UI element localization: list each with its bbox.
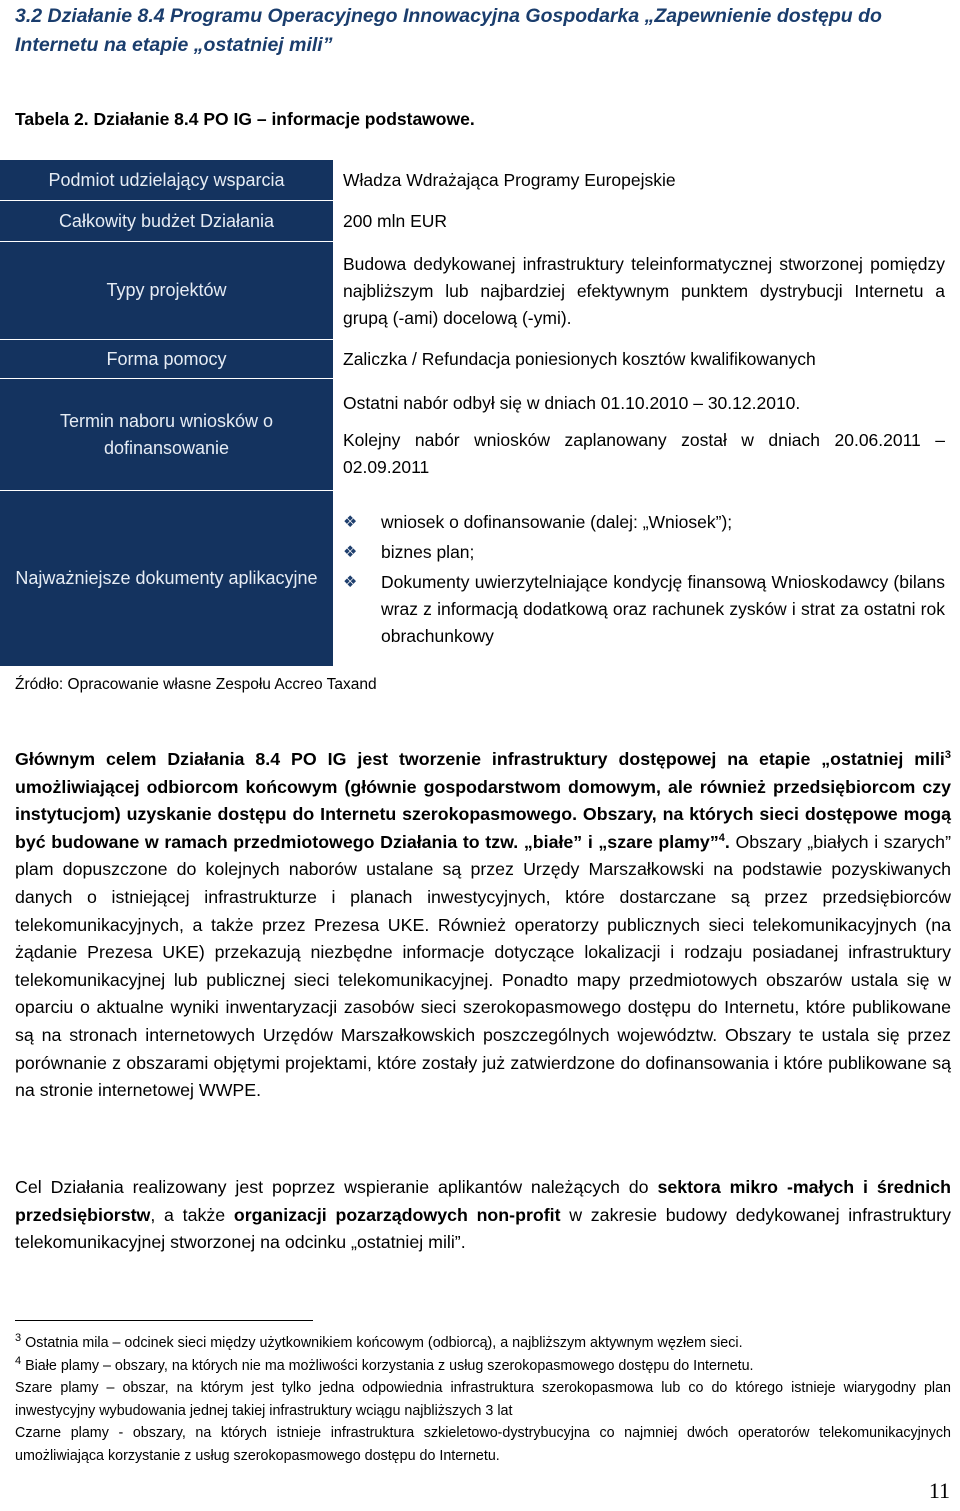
row-value-termin — [333, 379, 960, 491]
row-label-forma: Forma pomocy — [0, 340, 333, 379]
table-caption: Tabela 2. Działanie 8.4 PO IG – informacje podstawowe. — [15, 109, 475, 129]
footnote-number: 3 — [15, 1332, 22, 1345]
list-item-text: biznes plan; — [381, 541, 475, 562]
row-value-text: Zaliczka / Refundacja poniesionych kosztów kwalifikowanych — [343, 349, 816, 369]
row-value-typy — [333, 242, 960, 340]
footnotes — [15, 1332, 951, 1468]
termin-line-1: Ostatni nabór odbył się w dniach 01.10.2010 – 30.12.2010. — [343, 392, 801, 413]
page-number: 11 — [928, 1478, 950, 1503]
row-label-budzet: Całkowity budżet Działania — [0, 201, 333, 242]
table-row — [0, 340, 960, 379]
table-row — [0, 491, 960, 667]
paragraph-regular-part: w zakresie budowy dedykowanej infrastruktury telekomunikacyjnej stworzonej na odcinku „ostatniej mili”. — [15, 1204, 951, 1253]
footnote-szare-plamy: Szare plamy – obszar, na którym jest tylko jedna odpowiednia infrastruktura szerokopasmowa lub co do którego istnieje wiarygodny plan inwestycyjny wybudowania jednej takiej infrastruktury wciągu najbliższych 3 lat — [15, 1380, 951, 1419]
footnote-text: Ostatnia mila – odcinek sieci między użytkownikiem końcowym (odbiorcą), a najbliższym aktywnym węzłem sieci. — [21, 1335, 743, 1351]
row-label-dokumenty: Najważniejsze dokumenty aplikacyjne — [0, 491, 333, 667]
paragraph-regular-part: Cel Działania realizowany jest poprzez wspieranie aplikantów należących do — [15, 1177, 658, 1197]
footnote-4 — [15, 1355, 951, 1378]
section-heading: 3.2 Działanie 8.4 Programu Operacyjnego Innowacyjna Gospodarka „Zapewnienie dostępu do Internetu na etapie „ostatniej mili” — [15, 5, 882, 56]
row-value-text: Władza Wdrażająca Programy Europejskie — [343, 170, 676, 190]
termin-line-2: Kolejny nabór wniosków zaplanowany został w dniach 20.06.2011 – 02.09.2011 — [343, 429, 945, 477]
row-label-podmiot: Podmiot udzielający wsparcia — [0, 160, 333, 201]
list-item-text: Dokumenty uwierzytelniające kondycję finansową Wnioskodawcy (bilans wraz z informacją dodatkową oraz rachunek zysków i strat za ostatni rok obrachunkowy — [381, 571, 945, 646]
paragraph-bold-part: sektora mikro -małych i średnich przedsiębiorstw — [15, 1177, 951, 1225]
diamond-bullet-icon: ❖ — [343, 543, 358, 561]
row-value-podmiot — [333, 160, 960, 201]
footnote-ref-4: 4 — [718, 831, 725, 844]
row-value-forma — [333, 340, 960, 379]
source-note: Źródło: Opracowanie własne Zespołu Accreo Taxand — [15, 676, 377, 693]
diamond-bullet-icon: ❖ — [343, 573, 358, 591]
info-table — [0, 160, 960, 667]
row-value-budzet — [333, 201, 960, 242]
paragraph-bold-part: organizacji pozarządowych non-profit — [233, 1204, 561, 1225]
footnote-ref-3: 3 — [944, 749, 951, 762]
list-item — [343, 509, 945, 536]
list-item — [343, 569, 945, 650]
list-item — [343, 539, 945, 566]
paragraph-target-groups — [15, 1174, 951, 1257]
table-row — [0, 379, 960, 491]
table-row — [0, 201, 960, 242]
footnote-3 — [15, 1332, 951, 1355]
diamond-bullet-icon: ❖ — [343, 513, 358, 531]
documents-list — [343, 506, 945, 653]
list-item-text: wniosek o dofinansowanie (dalej: „Wniosek”); — [381, 511, 733, 532]
row-value-text: 200 mln EUR — [343, 211, 448, 231]
paragraph-main-goal — [15, 746, 951, 1105]
row-value-text: Budowa dedykowanej infrastruktury teleinformatycznej stworzonej pomiędzy najbliższym lub najbardziej efektywnym punktem dystrybucji Internetu a grupą (-ami) docelową (-ymi). — [343, 253, 945, 328]
footnote-text: Białe plamy – obszary, na których nie ma możliwości korzystania z usług szerokopasmowego dostępu do Internetu. — [21, 1357, 754, 1374]
row-value-dokumenty — [333, 491, 960, 667]
paragraph-bold-part: Głównym celem Działania 8.4 PO IG jest tworzenie infrastruktury dostępowej na etapie „ostatniej mili — [15, 749, 945, 769]
row-label-termin: Termin naboru wniosków o dofinansowanie — [0, 379, 333, 491]
paragraph-regular-part: , a także — [150, 1204, 234, 1225]
paragraph-bold-part: . — [724, 831, 730, 852]
row-label-typy: Typy projektów — [0, 242, 333, 340]
footnote-number: 4 — [15, 1354, 22, 1367]
footnote-czarne-plamy: Czarne plamy - obszary, na których istnieje infrastruktura szkieletowo-dystrybucyjna co najmniej dwóch operatorów telekomunikacyjnych umożliwiająca korzystanie z usług szerokopasmowego dostępu do Internetu. — [15, 1425, 951, 1464]
table-row — [0, 160, 960, 201]
table-row — [0, 242, 960, 340]
paragraph-regular-part: Obszary „białych i szarych” plam dopuszczone do kolejnych naborów ustalane są przez Urzędy Marszałkowski na podstawie pozyskiwanych danych o istniejącej infrastrukturze i planach inwestycyjnych, które dostarczane są przez przedsiębiorców telekomunikacyjnych, a także przez Prezesa UKE. Również operatorzy publicznych sieci telekomunikacyjnych (na żądanie Prezesa UKE) przekazują niezbędne informacje dotyczące lokalizacji i rodzaju posiadanej infrastruktury telekomunikacyjnej lub publicznej sieci telekomunikacyjnej. Ponadto mapy przedmiotowych obszarów ustala się w oparciu o aktualne wyniki inwentaryzacji zasobów sieci szerokopasmowego dostępu do Internetu, które publikowane są na stronach internetowych Urzędów Marszałkowskich poszczególnych województw. Obszary te ustala się przez porównanie z obszarami objętymi projektami, które zostały już zatwierdzone do dofinansowania i które publikowane są na stronie internetowej WWPE. — [15, 831, 951, 1101]
paragraph-bold-part: umożliwiającej odbiorcom końcowym (głównie gospodarstwom domowym, ale również przedsiębiorcom czy instytucjom) uzyskanie dostępu do Internetu szerokopasmowego. Obszary, na których sieci dostępowe mogą być budowane w ramach przedmiotowego Działania to tzw. „białe” i „szare plamy” — [15, 776, 951, 852]
footnote-separator — [15, 1320, 313, 1321]
